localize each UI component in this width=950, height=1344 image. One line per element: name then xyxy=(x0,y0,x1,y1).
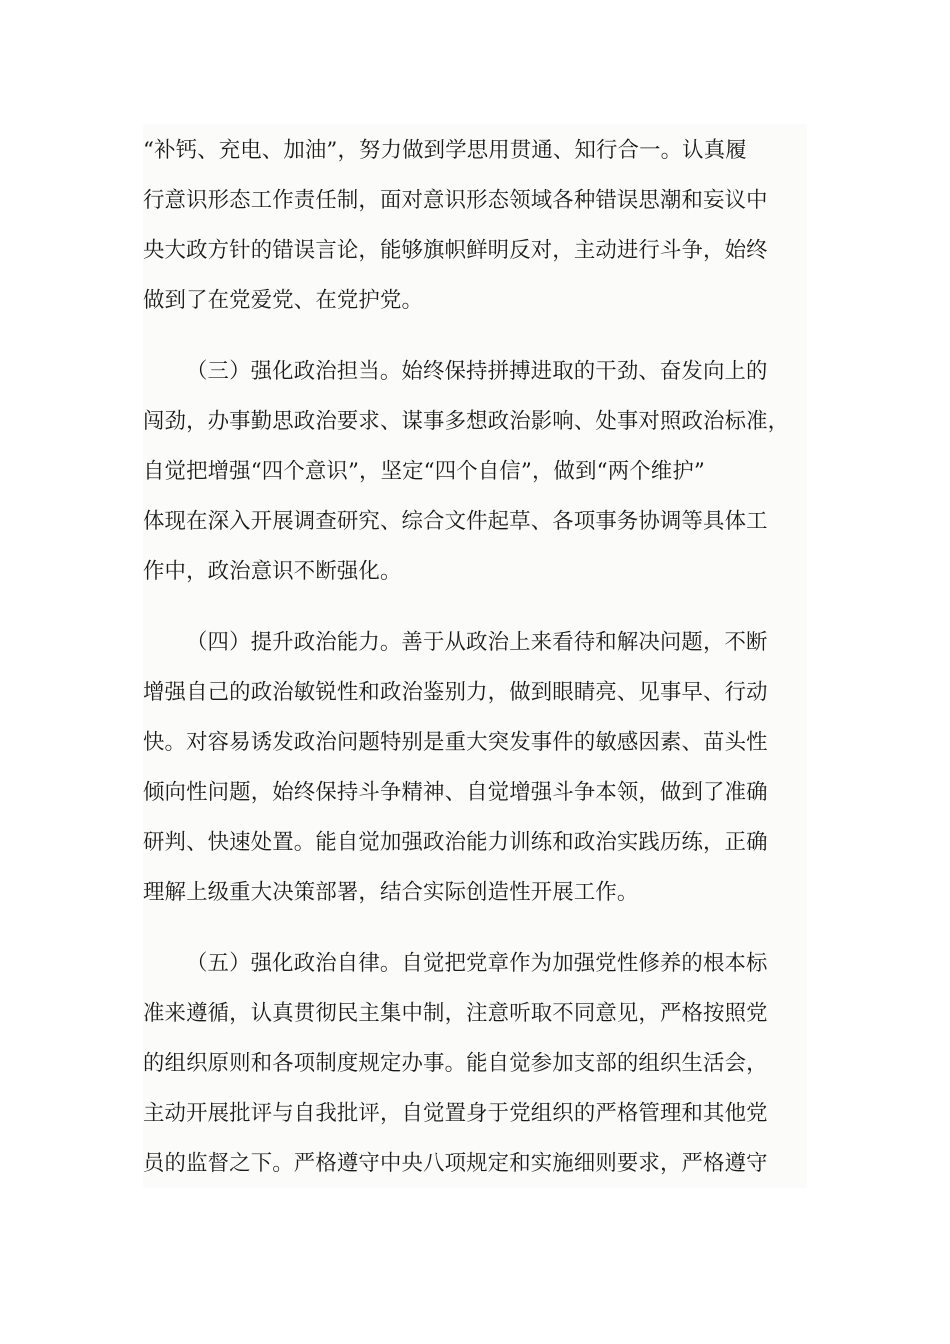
paragraph-line: 增强自己的政治敏锐性和政治鉴别力，做到眼睛亮、见事早、行动 xyxy=(143,680,768,705)
paragraph-line: 自觉把增强“四个意识”，坚定“四个自信”，做到“两个维护” xyxy=(143,459,705,484)
paragraph-line: 作中，政治意识不断强化。 xyxy=(143,559,402,584)
paragraph-heading-line: （三）强化政治担当。始终保持拼搏进取的干劲、奋发向上的 xyxy=(186,359,768,384)
paragraph-line: 体现在深入开展调查研究、综合文件起草、各项事务协调等具体工 xyxy=(143,509,768,534)
paragraph-line: 主动开展批评与自我批评，自觉置身于党组织的严格管理和其他党 xyxy=(143,1101,768,1126)
paragraph-line: 研判、快速处置。能自觉加强政治能力训练和政治实践历练，正确 xyxy=(143,830,768,855)
document-text-block xyxy=(143,124,807,1188)
paragraph-line: 闯劲，办事勤思政治要求、谋事多想政治影响、处事对照政治标准， xyxy=(143,409,790,434)
paragraph-line: 倾向性问题，始终保持斗争精神、自觉增强斗争本领，做到了准确 xyxy=(143,780,768,805)
paragraph-line: 准来遵循，认真贯彻民主集中制，注意听取不同意见，严格按照党 xyxy=(143,1001,768,1026)
paragraph-heading-line: （五）强化政治自律。自觉把党章作为加强党性修养的根本标 xyxy=(186,951,768,976)
paragraph-line: 理解上级重大决策部署，结合实际创造性开展工作。 xyxy=(143,880,639,905)
paragraph-line: “补钙、充电、加油”，努力做到学思用贯通、知行合一。认真履 xyxy=(143,138,747,163)
paragraph-line: 快。对容易诱发政治问题特别是重大突发事件的敏感因素、苗头性 xyxy=(143,730,768,755)
paragraph-line: 员的监督之下。严格遵守中央八项规定和实施细则要求，严格遵守 xyxy=(143,1151,768,1176)
paragraph-line: 的组织原则和各项制度规定办事。能自觉参加支部的组织生活会， xyxy=(143,1051,768,1076)
paragraph-line: 做到了在党爱党、在党护党。 xyxy=(143,288,424,313)
paragraph-line: 行意识形态工作责任制，面对意识形态领域各种错误思潮和妄议中 xyxy=(143,188,768,213)
paragraph-heading-line: （四）提升政治能力。善于从政治上来看待和解决问题，不断 xyxy=(186,630,768,655)
paragraph-line: 央大政方针的错误言论，能够旗帜鲜明反对，主动进行斗争，始终 xyxy=(143,238,768,263)
